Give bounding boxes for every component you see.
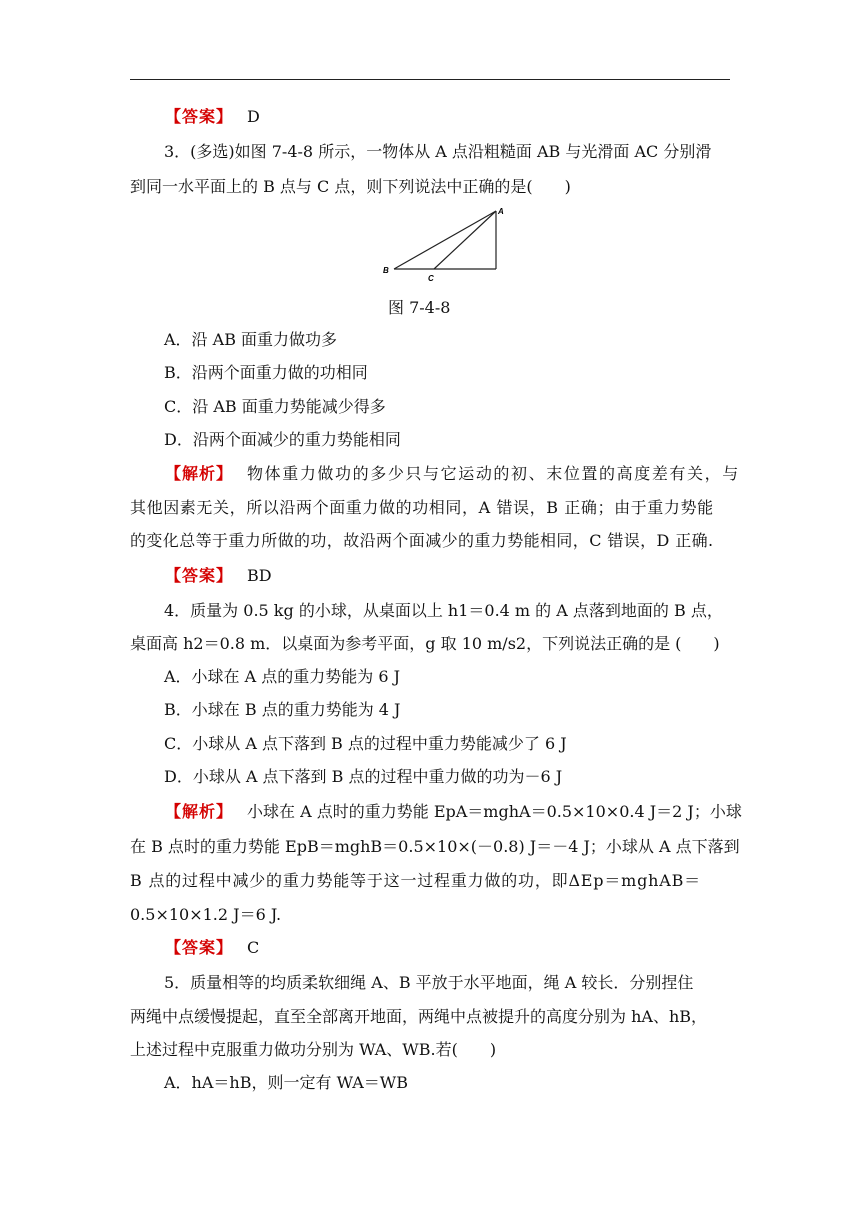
q3-answer-value: BD	[247, 566, 272, 585]
figure-label-b: B	[383, 266, 389, 275]
q4-analysis-line-2: 在 B 点时的重力势能 EpB＝mghB＝0.5×10×(－0.8) J＝－4 J；小球从 A 点下落到	[130, 837, 740, 856]
q3-analysis-line-1	[165, 463, 740, 485]
q4-option-b: B．小球在 B 点的重力势能为 4 J	[164, 700, 401, 719]
q3-option-a: A．沿 AB 面重力做功多	[164, 330, 338, 349]
q4-option-a: A．小球在 A 点的重力势能为 6 J	[164, 667, 401, 686]
q3-stem-line-2: 到同一水平面上的 B 点与 C 点，则下列说法中正确的是( )	[130, 177, 571, 196]
figure-label-a: A	[498, 207, 504, 216]
q4-option-d: D．小球从 A 点下落到 B 点的过程中重力做的功为－6 J	[164, 767, 563, 786]
q4-analysis-line-1	[165, 801, 742, 823]
q3-stem-line-1: 3．(多选)如图 7-4-8 所示，一物体从 A 点沿粗糙面 AB 与光滑面 AC 分别滑	[164, 142, 712, 161]
q5-stem-line-3: 上述过程中克服重力做功分别为 WA、WB.若( )	[130, 1040, 497, 1059]
answer-line-prev	[165, 106, 260, 128]
q4-stem-line-2: 桌面高 h2＝0.8 m．以桌面为参考平面，g 取 10 m/s2，下列说法正确的是 ( )	[130, 634, 720, 653]
q4-analysis-text-1: 小球在 A 点时的重力势能 EpA＝mghA＝0.5×10×0.4 J＝2 J；小球	[247, 802, 742, 821]
q4-stem-line-1: 4．质量为 0.5 kg 的小球，从桌面以上 h1＝0.4 m 的 A 点落到地面的 B 点，	[164, 601, 723, 620]
answer-value: D	[247, 107, 260, 126]
figure-label-c: C	[428, 274, 434, 283]
q4-analysis-line-3: B 点的过程中减少的重力势能等于这一过程重力做的功，即ΔEp＝mghAB＝	[130, 871, 701, 890]
answer-tag: 【答案】	[165, 566, 234, 585]
q3-analysis-line-3: 的变化总等于重力所做的功，故沿两个面减少的重力势能相同，C 错误，D 正确.	[130, 531, 714, 550]
q3-option-c: C．沿 AB 面重力势能减少得多	[164, 397, 386, 416]
figure-caption: 图 7-4-8	[388, 298, 451, 317]
analysis-tag: 【解析】	[165, 802, 234, 821]
answer-tag: 【答案】	[165, 107, 234, 126]
q3-analysis-text-1: 物体重力做功的多少只与它运动的初、末位置的高度差有关，与	[247, 464, 740, 483]
answer-tag: 【答案】	[165, 938, 234, 957]
q3-analysis-line-2: 其他因素无关，所以沿两个面重力做的功相同，A 错误，B 正确；由于重力势能	[130, 498, 714, 517]
q5-stem-line-1: 5．质量相等的均质柔软细绳 A、B 平放于水平地面，绳 A 较长．分别捏住	[164, 973, 694, 992]
q3-answer-line	[165, 565, 272, 587]
incline-figure	[380, 205, 510, 285]
analysis-tag: 【解析】	[165, 464, 234, 483]
q3-option-b: B．沿两个面重力做的功相同	[164, 363, 368, 382]
q5-option-a: A．hA＝hB，则一定有 WA＝WB	[164, 1073, 408, 1092]
q5-stem-line-2: 两绳中点缓慢提起，直至全部离开地面，两绳中点被提升的高度分别为 hA、hB，	[130, 1007, 708, 1026]
q4-answer-value: C	[247, 938, 260, 957]
q4-analysis-line-4: 0.5×10×1.2 J＝6 J.	[130, 905, 282, 924]
q4-answer-line	[165, 937, 259, 959]
q3-option-d: D．沿两个面减少的重力势能相同	[164, 430, 401, 449]
q4-option-c: C．小球从 A 点下落到 B 点的过程中重力势能减少了 6 J	[164, 734, 567, 753]
header-rule	[130, 79, 730, 80]
